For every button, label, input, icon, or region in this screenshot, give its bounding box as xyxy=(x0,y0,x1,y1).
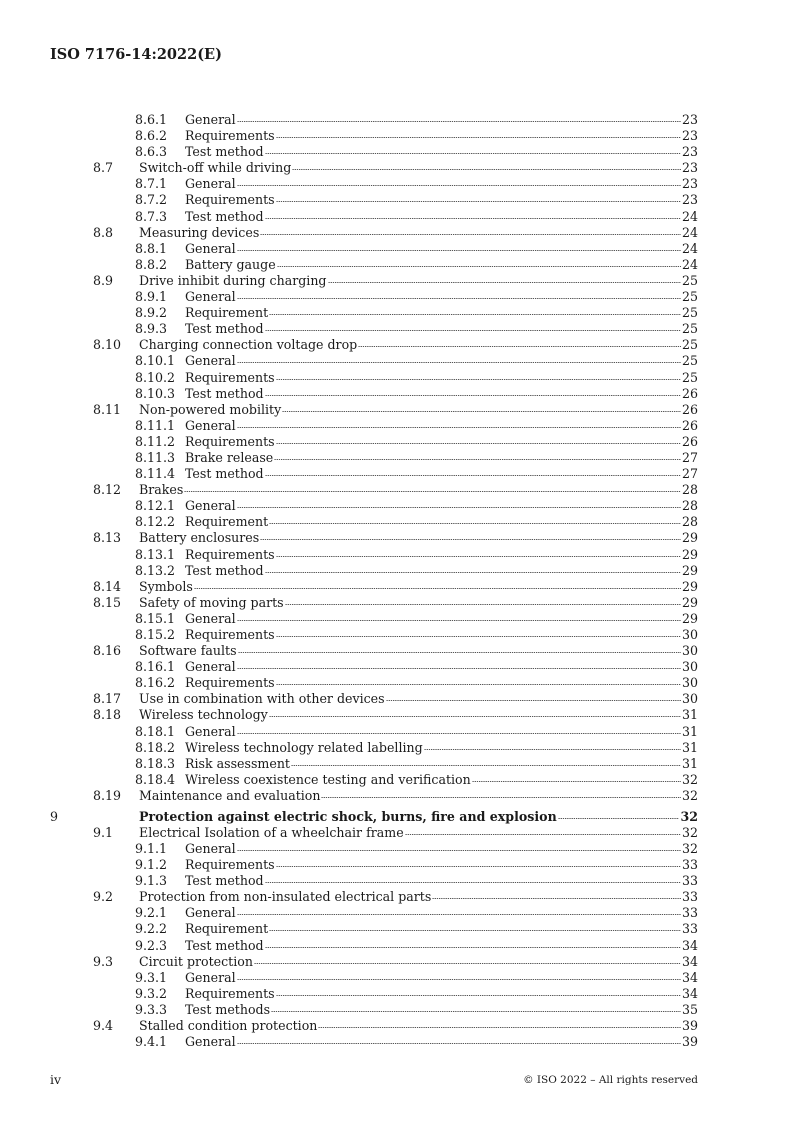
toc-entry[interactable] xyxy=(50,305,698,321)
toc-dot-leader xyxy=(269,313,681,316)
toc-entry-number: 9.1 xyxy=(93,824,114,840)
toc-entry[interactable] xyxy=(50,225,698,241)
toc-entry-page: 35 xyxy=(681,1001,698,1017)
toc-entry[interactable] xyxy=(50,112,698,128)
toc-dot-leader xyxy=(265,946,681,949)
footer-page-number: iv xyxy=(50,1072,62,1087)
toc-entry-page: 23 xyxy=(681,144,698,160)
toc-entry-title: Maintenance and evaluation xyxy=(139,787,321,803)
toc-entry-number: 8.16.1 xyxy=(135,659,176,675)
toc-entry[interactable] xyxy=(50,402,698,418)
toc-entry-page: 24 xyxy=(681,240,698,256)
toc-entry[interactable] xyxy=(50,273,698,289)
toc-entry-page: 33 xyxy=(681,905,698,921)
toc-entry-title: Charging connection voltage drop xyxy=(139,337,358,353)
toc-entry-page: 26 xyxy=(681,385,698,401)
toc-dot-leader xyxy=(237,1042,681,1045)
toc-dot-leader xyxy=(237,120,681,123)
toc-entry[interactable] xyxy=(50,482,698,498)
toc-entry-title: Requirements xyxy=(185,675,275,691)
toc-entry-title: Requirements xyxy=(185,433,275,449)
toc-entry-number: 8.13 xyxy=(93,530,122,546)
toc-entry-page: 34 xyxy=(681,953,698,969)
toc-entry[interactable] xyxy=(50,353,698,369)
toc-entry-page: 33 xyxy=(681,921,698,937)
toc-dot-leader xyxy=(282,410,681,413)
toc-dot-leader xyxy=(238,651,681,654)
toc-entry-title: General xyxy=(185,498,236,514)
toc-entry-title: General xyxy=(185,240,236,256)
toc-entry[interactable] xyxy=(50,659,698,675)
toc-entry-title: Use in combination with other devices xyxy=(139,691,385,707)
toc-entry-page: 24 xyxy=(681,208,698,224)
toc-entry-title: Circuit protection xyxy=(139,953,253,969)
toc-dot-leader xyxy=(237,732,681,735)
toc-entry-title: Requirements xyxy=(185,546,275,562)
toc-entry-page: 26 xyxy=(681,401,698,417)
toc-entry-number: 9.4 xyxy=(93,1018,114,1034)
toc-entry-title: General xyxy=(185,723,236,739)
toc-entry-page: 29 xyxy=(681,578,698,594)
toc-entry-page: 23 xyxy=(681,160,698,176)
toc-dot-leader xyxy=(276,378,681,381)
toc-entry-number: 8.14 xyxy=(93,578,122,594)
toc-entry[interactable] xyxy=(50,289,698,305)
toc-entry-number: 8.16.2 xyxy=(135,675,176,691)
toc-entry[interactable] xyxy=(50,209,698,225)
toc-dot-leader xyxy=(269,522,681,525)
toc-dot-leader xyxy=(276,994,681,997)
toc-dot-leader xyxy=(424,748,681,751)
toc-entry-title: General xyxy=(185,176,236,192)
toc-dot-leader xyxy=(265,881,681,884)
toc-entry-title: Stalled condition protection xyxy=(139,1018,318,1034)
toc-entry-page: 25 xyxy=(681,289,698,305)
toc-dot-leader xyxy=(237,913,681,916)
toc-dot-leader xyxy=(237,184,681,187)
toc-entry-number: 8.15 xyxy=(93,594,122,610)
toc-entry[interactable] xyxy=(50,1018,698,1034)
toc-dot-leader xyxy=(237,361,681,364)
toc-dot-leader xyxy=(358,345,681,348)
toc-dot-leader xyxy=(472,780,681,783)
toc-entry-title: General xyxy=(185,112,236,127)
toc-entry-title: Test method xyxy=(185,466,264,482)
toc-entry-title: General xyxy=(185,841,236,857)
toc-entry-page: 25 xyxy=(681,353,698,369)
toc-entry-number: 8.11 xyxy=(93,401,122,417)
toc-dot-leader xyxy=(265,474,681,477)
toc-entry-number: 8.9.1 xyxy=(135,289,168,305)
toc-entry[interactable] xyxy=(50,611,698,627)
toc-dot-leader xyxy=(558,817,680,820)
toc-entry-title: General xyxy=(185,610,236,626)
toc-dot-leader xyxy=(269,715,681,718)
toc-entry[interactable] xyxy=(50,418,698,434)
toc-entry-title: Switch-off while driving xyxy=(139,160,292,176)
toc-entry-number: 9.2 xyxy=(93,889,114,905)
toc-entry-title: Test method xyxy=(185,873,264,889)
toc-entry-page: 26 xyxy=(681,433,698,449)
toc-entry-number: 8.15.2 xyxy=(135,627,176,642)
toc-dot-leader xyxy=(276,635,681,638)
toc-dot-leader xyxy=(328,281,681,284)
toc-dot-leader xyxy=(265,394,681,397)
toc-dot-leader xyxy=(285,603,681,606)
toc-entry-number: 8.19 xyxy=(93,787,122,803)
toc-entry[interactable] xyxy=(50,434,698,450)
toc-entry-page: 32 xyxy=(681,771,698,787)
toc-entry-title: Test method xyxy=(185,144,264,160)
toc-entry-number: 9.3.3 xyxy=(135,1001,168,1017)
toc-entry-page: 31 xyxy=(681,739,698,755)
toc-entry-page: 28 xyxy=(681,498,698,514)
toc-entry[interactable] xyxy=(50,905,698,921)
toc-dot-leader xyxy=(237,849,681,852)
toc-entry-page: 28 xyxy=(681,514,698,530)
toc-entry[interactable] xyxy=(50,514,698,530)
toc-entry-title: Battery enclosures xyxy=(139,530,260,546)
toc-entry-title: Software faults xyxy=(139,643,237,659)
toc-entry-number: 9.2.3 xyxy=(135,937,168,953)
toc-entry-page: 34 xyxy=(681,985,698,1001)
toc-entry-title: Requirement xyxy=(185,305,269,321)
toc-entry-page: 26 xyxy=(681,417,698,433)
toc-entry-number: 8.6.1 xyxy=(135,112,168,127)
toc-entry-number: 9.1.2 xyxy=(135,857,168,873)
toc-entry[interactable] xyxy=(50,691,698,707)
toc-entry-number: 8.10.2 xyxy=(135,369,176,385)
toc-entry-page: 31 xyxy=(681,723,698,739)
toc-entry-number: 8.9.3 xyxy=(135,321,168,337)
toc-entry-title: General xyxy=(185,905,236,921)
toc-entry[interactable] xyxy=(50,788,698,804)
toc-entry-page: 23 xyxy=(681,128,698,144)
toc-entry-title: Measuring devices xyxy=(139,224,260,240)
toc-dot-leader xyxy=(260,233,681,236)
toc-entry-number: 9.4.1 xyxy=(135,1034,168,1050)
toc-dot-leader xyxy=(269,929,681,932)
toc-entry-page: 34 xyxy=(681,969,698,985)
toc-entry-number: 8.11.4 xyxy=(135,466,176,482)
toc-entry-page: 29 xyxy=(681,610,698,626)
toc-entry-title: Requirement xyxy=(185,514,269,530)
toc-entry[interactable] xyxy=(50,595,698,611)
toc-entry[interactable] xyxy=(50,841,698,857)
toc-entry-title: Test method xyxy=(185,937,264,953)
toc-entry-number: 8.12.2 xyxy=(135,514,176,530)
toc-dot-leader xyxy=(237,249,681,252)
toc-entry-page: 23 xyxy=(681,176,698,192)
toc-entry-page: 24 xyxy=(681,256,698,272)
toc-entry-number: 9.3.1 xyxy=(135,969,168,985)
toc-dot-leader xyxy=(265,152,681,155)
toc-entry-number: 9.2.2 xyxy=(135,921,168,937)
toc-entry-page: 30 xyxy=(681,659,698,675)
toc-entry-title: Wireless technology xyxy=(139,707,268,723)
toc-entry-number: 8.8 xyxy=(93,224,114,240)
toc-entry-title: Wireless technology related labelling xyxy=(185,739,423,755)
toc-entry-title: General xyxy=(185,353,236,369)
toc-entry[interactable] xyxy=(50,1002,698,1018)
toc-entry-number: 8.7.3 xyxy=(135,208,168,224)
toc-dot-leader xyxy=(237,667,681,670)
toc-entry-number: 8.11.2 xyxy=(135,433,176,449)
toc-entry[interactable] xyxy=(50,547,698,563)
toc-entry-title: General xyxy=(185,1034,236,1050)
toc-entry-title: General xyxy=(185,969,236,985)
toc-entry[interactable] xyxy=(50,241,698,257)
toc-entry-title: Requirements xyxy=(185,128,275,144)
toc-dot-leader xyxy=(237,506,681,509)
toc-entry-title: Test method xyxy=(185,385,264,401)
toc-entry-page: 29 xyxy=(681,594,698,610)
toc-dot-leader xyxy=(292,168,681,171)
toc-entry-page: 34 xyxy=(681,937,698,953)
document-id-header: ISO 7176-14:2022(E) xyxy=(50,46,222,63)
toc-entry-number: 8.9.2 xyxy=(135,305,168,321)
toc-entry-number: 8.18 xyxy=(93,707,122,723)
toc-entry-title: General xyxy=(185,289,236,305)
toc-dot-leader xyxy=(194,587,681,590)
toc-dot-leader xyxy=(237,297,681,300)
toc-entry-number: 8.10 xyxy=(93,337,122,353)
toc-dot-leader xyxy=(276,136,681,139)
footer-copyright: © ISO 2022 – All rights reserved xyxy=(523,1074,698,1086)
toc-entry-number: 9.1.3 xyxy=(135,873,168,889)
toc-dot-leader xyxy=(276,442,681,445)
toc-entry-number: 8.7.1 xyxy=(135,176,168,192)
toc-entry-number: 8.18.3 xyxy=(135,755,176,771)
toc-dot-leader xyxy=(237,978,681,981)
toc-entry-number: 8.12.1 xyxy=(135,498,176,514)
toc-dot-leader xyxy=(318,1026,681,1029)
toc-dot-leader xyxy=(274,458,681,461)
toc-entry-number: 8.9 xyxy=(93,272,114,288)
toc-entry-number: 8.8.2 xyxy=(135,256,168,272)
toc-dot-leader xyxy=(321,796,680,799)
toc-entry-page: 29 xyxy=(681,562,698,578)
toc-entry[interactable] xyxy=(50,498,698,514)
toc-entry-number: 8.12 xyxy=(93,482,122,498)
toc-entry[interactable] xyxy=(50,825,698,841)
toc-entry[interactable] xyxy=(50,337,698,353)
toc-dot-leader xyxy=(184,490,681,493)
toc-entry-page: 25 xyxy=(681,305,698,321)
toc-entry[interactable] xyxy=(50,386,698,402)
toc-entry[interactable] xyxy=(50,321,698,337)
toc-entry[interactable] xyxy=(50,954,698,970)
toc-entry-number: 8.17 xyxy=(93,691,122,707)
toc-entry[interactable] xyxy=(50,257,698,273)
toc-entry-page: 32 xyxy=(681,787,698,803)
toc-dot-leader xyxy=(260,538,681,541)
toc-entry-page: 25 xyxy=(681,369,698,385)
toc-entry-number: 9 xyxy=(50,808,59,824)
toc-entry[interactable] xyxy=(50,563,698,579)
toc-entry-page: 39 xyxy=(681,1018,698,1034)
toc-entry[interactable] xyxy=(50,772,698,788)
toc-dot-leader xyxy=(276,683,681,686)
toc-dot-leader xyxy=(405,833,681,836)
toc-entry-page: 32 xyxy=(680,808,698,824)
toc-entry-title: Test method xyxy=(185,562,264,578)
toc-entry-title: Brakes xyxy=(139,482,184,498)
toc-entry-page: 24 xyxy=(681,224,698,240)
toc-entry-number: 8.8.1 xyxy=(135,240,168,256)
toc-entry-title: Drive inhibit during charging xyxy=(139,272,327,288)
toc-entry-title: Electrical Isolation of a wheelchair frame xyxy=(139,824,404,840)
toc-entry-page: 39 xyxy=(681,1034,698,1050)
toc-dot-leader xyxy=(291,764,681,767)
toc-entry-number: 8.18.2 xyxy=(135,739,176,755)
toc-entry[interactable] xyxy=(50,643,698,659)
toc-dot-leader xyxy=(237,426,681,429)
toc-entry-number: 9.3 xyxy=(93,953,114,969)
toc-entry-number: 8.7 xyxy=(93,160,114,176)
toc-entry-title: Test method xyxy=(185,321,264,337)
toc-dot-leader xyxy=(265,329,681,332)
toc-entry-number: 8.10.3 xyxy=(135,385,176,401)
toc-entry[interactable] xyxy=(50,756,698,772)
toc-entry-page: 33 xyxy=(681,873,698,889)
toc-entry-title: General xyxy=(185,417,236,433)
toc-entry[interactable] xyxy=(50,724,698,740)
toc-entry-page: 30 xyxy=(681,643,698,659)
toc-entry-number: 8.18.1 xyxy=(135,723,176,739)
toc-entry-title: Test method xyxy=(185,208,264,224)
toc-dot-leader xyxy=(276,200,681,203)
toc-entry-page: 32 xyxy=(681,824,698,840)
toc-entry-page: 25 xyxy=(681,321,698,337)
toc-entry-title: Requirements xyxy=(185,857,275,873)
toc-entry[interactable] xyxy=(50,530,698,546)
toc-entry[interactable] xyxy=(50,144,698,160)
toc-entry-number: 8.13.1 xyxy=(135,546,176,562)
toc-dot-leader xyxy=(386,699,681,702)
toc-dot-leader xyxy=(254,962,681,965)
toc-entry-page: 28 xyxy=(681,482,698,498)
toc-entry-title: Requirements xyxy=(185,369,275,385)
toc-entry[interactable] xyxy=(50,921,698,937)
toc-entry-number: 8.11.1 xyxy=(135,417,176,433)
toc-entry-page: 31 xyxy=(681,707,698,723)
toc-entry[interactable] xyxy=(50,986,698,1002)
toc-entry-number: 9.3.2 xyxy=(135,985,168,1001)
toc-entry-title: Risk assessment xyxy=(185,755,290,771)
toc-entry-number: 8.13.2 xyxy=(135,562,176,578)
toc-entry-number: 8.10.1 xyxy=(135,353,176,369)
toc-entry-number: 8.11.3 xyxy=(135,449,176,465)
toc-dot-leader xyxy=(277,265,681,268)
toc-dot-leader xyxy=(276,555,681,558)
toc-entry-number: 8.15.1 xyxy=(135,610,176,626)
toc-entry-number: 8.18.4 xyxy=(135,771,176,787)
toc-entry-page: 32 xyxy=(681,841,698,857)
toc-entry-page: 23 xyxy=(681,112,698,127)
toc-entry[interactable] xyxy=(50,873,698,889)
toc-entry-number: 9.1.1 xyxy=(135,841,168,857)
toc-entry-page: 23 xyxy=(681,192,698,208)
toc-entry-title: Requirements xyxy=(185,627,275,642)
toc-entry-page: 27 xyxy=(681,449,698,465)
toc-entry-page: 29 xyxy=(681,530,698,546)
toc-entry-title: Requirement xyxy=(185,921,269,937)
toc-dot-leader xyxy=(271,1010,681,1013)
toc-entry-title: Test methods xyxy=(185,1001,271,1017)
toc-dot-leader xyxy=(432,897,681,900)
toc-entry[interactable] xyxy=(50,809,698,825)
toc-entry[interactable] xyxy=(50,192,698,208)
toc-dot-leader xyxy=(276,865,681,868)
toc-entry-title: Battery gauge xyxy=(185,256,276,272)
toc-entry[interactable] xyxy=(50,675,698,691)
toc-entry[interactable] xyxy=(50,176,698,192)
toc-entry-page: 29 xyxy=(681,546,698,562)
toc-entry-title: Wireless coexistence testing and verification xyxy=(185,771,471,787)
toc-entry-number: 8.6.2 xyxy=(135,128,168,144)
toc-entry-page: 27 xyxy=(681,466,698,482)
toc-entry-page: 33 xyxy=(681,889,698,905)
toc-entry-page: 25 xyxy=(681,337,698,353)
toc-entry[interactable] xyxy=(50,466,698,482)
toc-entry-page: 30 xyxy=(681,627,698,642)
toc-entry-page: 30 xyxy=(681,691,698,707)
toc-entry-title: General xyxy=(185,659,236,675)
toc-entry-title: Non-powered mobility xyxy=(139,401,282,417)
toc-entry[interactable] xyxy=(50,450,698,466)
toc-entry-page: 25 xyxy=(681,272,698,288)
toc-entry-number: 8.6.3 xyxy=(135,144,168,160)
toc-entry-page: 33 xyxy=(681,857,698,873)
toc-entry-title: Symbols xyxy=(139,578,193,594)
table-of-contents xyxy=(50,112,698,1050)
toc-entry-number: 8.16 xyxy=(93,643,122,659)
toc-entry-page: 30 xyxy=(681,675,698,691)
toc-entry[interactable] xyxy=(50,938,698,954)
toc-dot-leader xyxy=(265,217,681,220)
toc-entry[interactable] xyxy=(50,128,698,144)
toc-entry-title: Safety of moving parts xyxy=(139,594,284,610)
toc-entry-title: Protection against electric shock, burns, fire and explosion xyxy=(139,808,557,824)
toc-entry[interactable] xyxy=(50,857,698,873)
toc-entry-title: Requirements xyxy=(185,192,275,208)
toc-entry-page: 31 xyxy=(681,755,698,771)
toc-entry-title: Brake release xyxy=(185,449,274,465)
toc-entry-number: 8.7.2 xyxy=(135,192,168,208)
toc-entry-title: Protection from non-insulated electrical parts xyxy=(139,889,432,905)
toc-entry[interactable] xyxy=(50,740,698,756)
toc-entry[interactable] xyxy=(50,889,698,905)
toc-entry[interactable] xyxy=(50,707,698,723)
toc-entry[interactable] xyxy=(50,579,698,595)
toc-dot-leader xyxy=(265,571,681,574)
toc-entry[interactable] xyxy=(50,370,698,386)
toc-entry-number: 9.2.1 xyxy=(135,905,168,921)
toc-entry[interactable] xyxy=(50,970,698,986)
toc-entry[interactable] xyxy=(50,160,698,176)
toc-entry[interactable] xyxy=(50,1034,698,1050)
toc-entry[interactable] xyxy=(50,627,698,643)
toc-entry-title: Requirements xyxy=(185,985,275,1001)
toc-dot-leader xyxy=(237,619,681,622)
